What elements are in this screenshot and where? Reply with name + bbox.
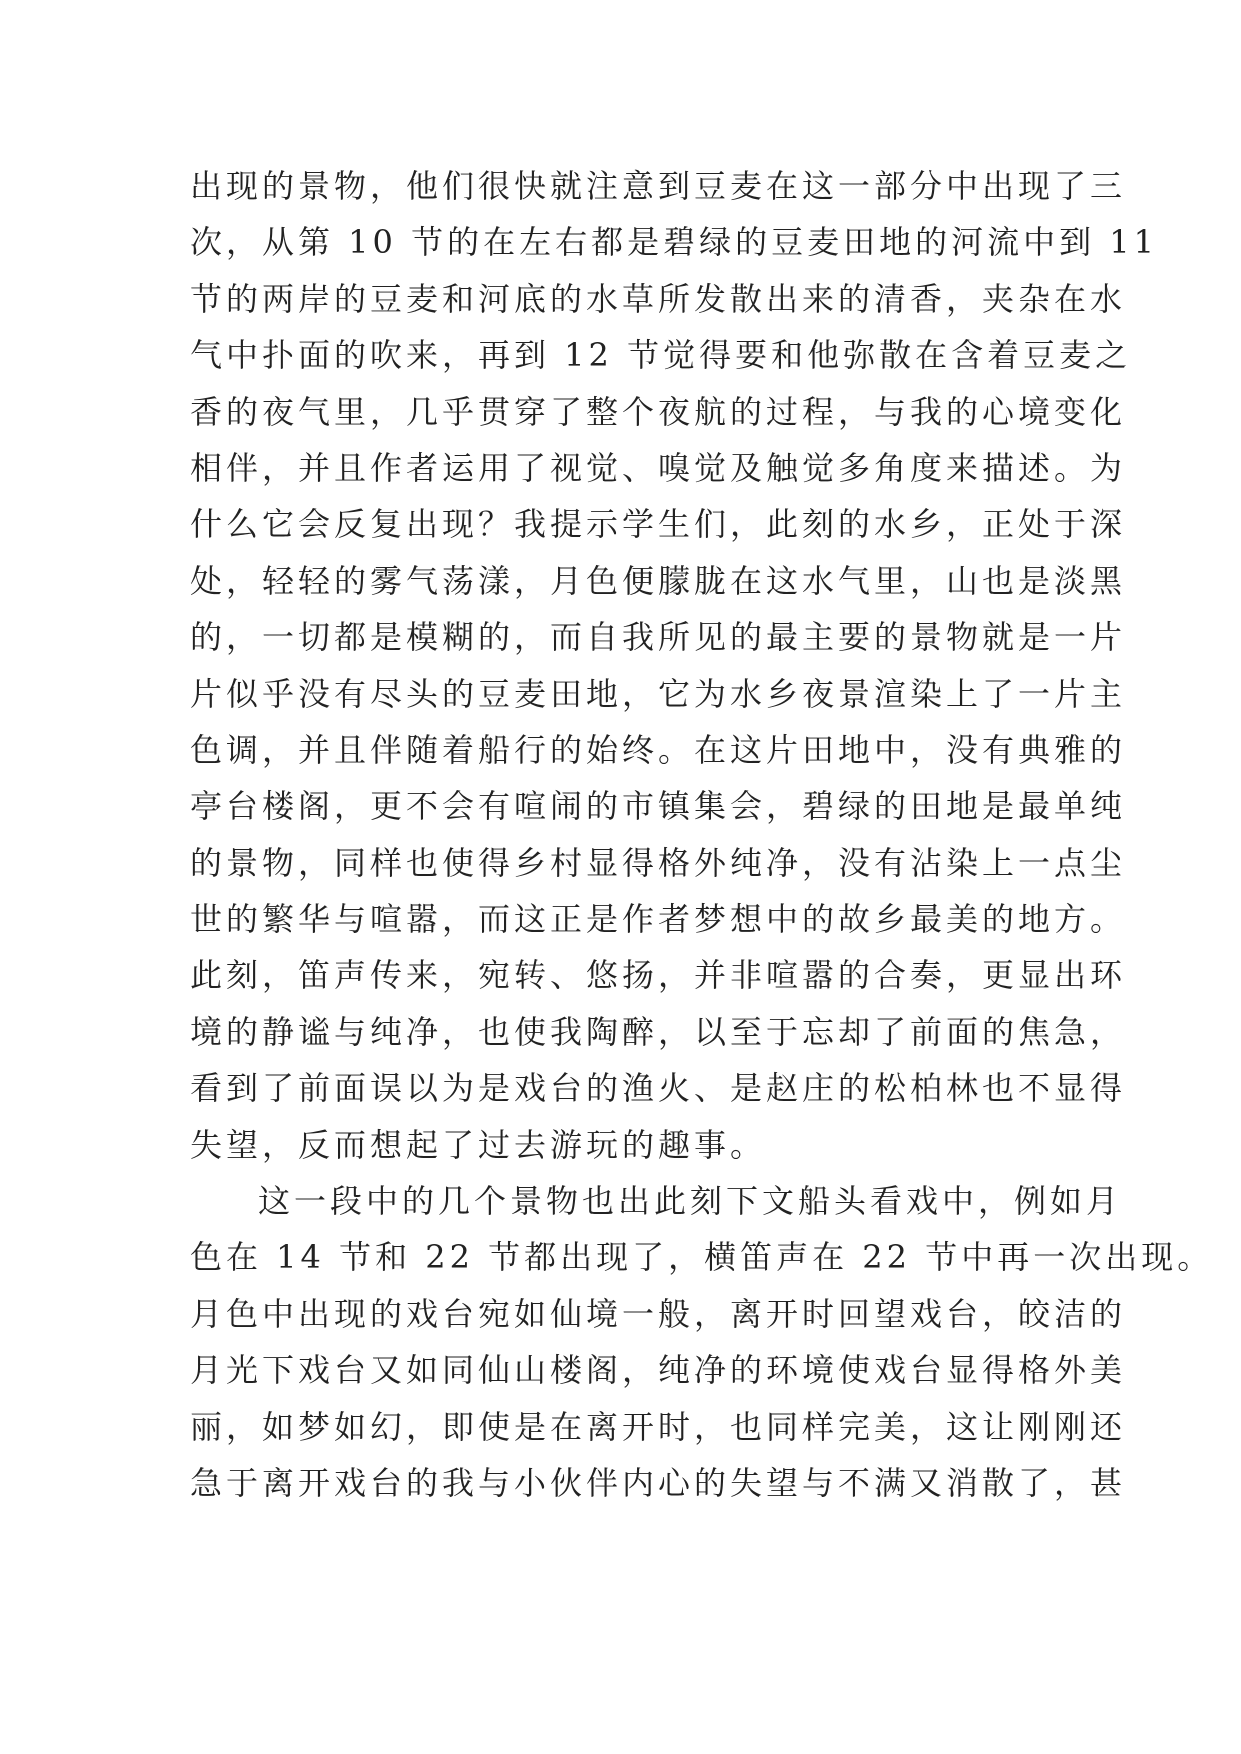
text-line: 亭台楼阁，更不会有喧闹的市镇集会，碧绿的田地是最单纯 [190, 787, 1127, 826]
text-line: 境的静谧与纯净，也使我陶醉，以至于忘却了前面的焦急， [190, 1012, 1127, 1051]
text-line: 节的两岸的豆麦和河底的水草所发散出来的清香，夹杂在水 [190, 279, 1127, 318]
text-line: 气中扑面的吹来，再到 12 节觉得要和他弥散在含着豆麦之 [190, 336, 1132, 375]
text-line: 色在 14 节和 22 节都出现了，横笛声在 22 节中再一次出现。 [190, 1238, 1214, 1277]
text-line: 世的繁华与喧嚣，而这正是作者梦想中的故乡最美的地方。 [190, 900, 1127, 939]
text-line: 出现的景物，他们很快就注意到豆麦在这一部分中出现了三 [190, 167, 1127, 205]
text-line: 月色中出现的戏台宛如仙境一般，离开时回望戏台，皎洁的 [190, 1294, 1127, 1333]
text-line: 的景物，同样也使得乡村显得格外纯净，没有沾染上一点尘 [190, 843, 1127, 882]
text-line: 看到了前面误以为是戏台的渔火、是赵庄的松柏林也不显得 [190, 1069, 1127, 1108]
text-line: 的，一切都是模糊的，而自我所见的最主要的景物就是一片 [190, 618, 1127, 657]
text-line: 香的夜气里，几乎贯穿了整个夜航的过程，与我的心境变化 [190, 392, 1127, 431]
text-line: 丽，如梦如幻，即使是在离开时，也同样完美，这让刚刚还 [190, 1407, 1127, 1446]
text-line: 色调，并且伴随着船行的始终。在这片田地中，没有典雅的 [190, 730, 1127, 769]
text-line: 此刻，笛声传来，宛转、悠扬，并非喧嚣的合奏，更显出环 [190, 956, 1127, 995]
paragraph-start-line: 这一段中的几个景物也出此刻下文船头看戏中，例如月 [258, 1182, 1123, 1221]
text-line: 次，从第 10 节的在左右都是碧绿的豆麦田地的河流中到 11 [190, 223, 1158, 262]
text-line: 什么它会反复出现？我提示学生们，此刻的水乡，正处于深 [190, 505, 1127, 544]
text-line: 相伴，并且作者运用了视觉、嗅觉及触觉多角度来描述。为 [190, 448, 1127, 487]
text-line: 片似乎没有尽头的豆麦田地，它为水乡夜景渲染上了一片主 [190, 674, 1127, 713]
text-line: 失望，反而想起了过去游玩的趣事。 [190, 1125, 767, 1164]
text-line: 急于离开戏台的我与小伙伴内心的失望与不满又消散了，甚 [190, 1463, 1127, 1502]
text-line: 月光下戏台又如同仙山楼阁，纯净的环境使戏台显得格外美 [190, 1351, 1127, 1390]
body-text [190, 158, 1214, 1511]
text-line: 处，轻轻的雾气荡漾，月色便朦胧在这水气里，山也是淡黑 [190, 561, 1127, 600]
